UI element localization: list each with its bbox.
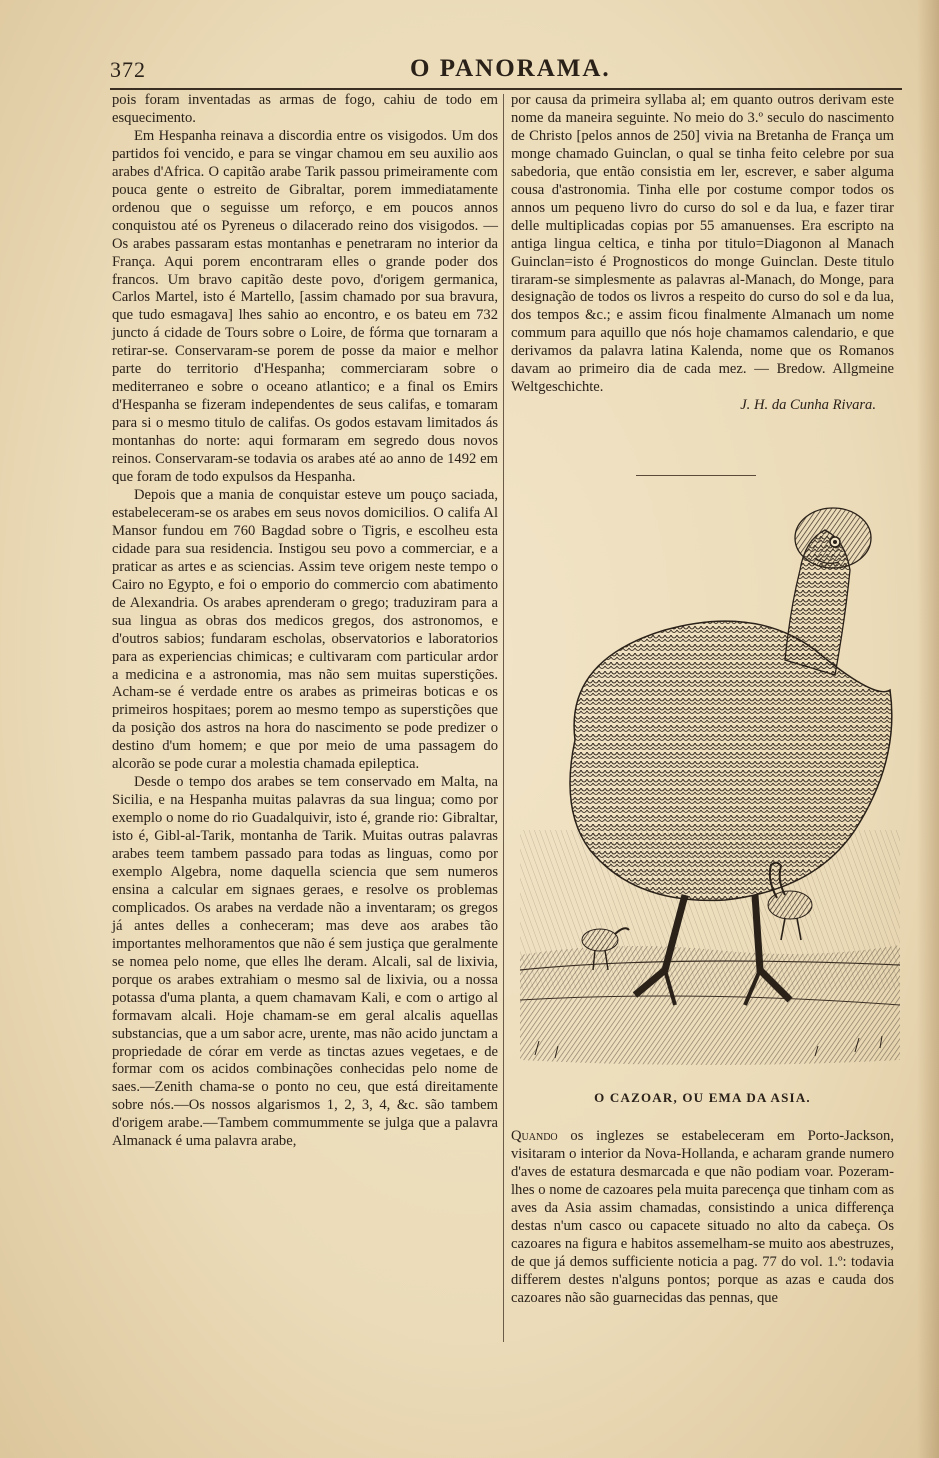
author-signature: J. H. da Cunha Rivara.: [740, 397, 876, 414]
paragraph: Depois que a mania de conquistar esteve um pouço saciada, estabeleceram-se os arabes em seus novos domicilios. O califa Al Mansor fundou em 760 Bagdad sobre o Tigris, e escolheu esta cidade para sua residencia. Instigou seu povo a commerciar, e a praticar as artes e as sciencias. Assim teve origem neste tempo o Cairo no Egypto, e foi o emporio do commercio com abatimento de Alexandria. Os arabes aprenderam o grego; traduziram para a sua lingua as obras dos medicos gregos, dos astronomos, e d'outros sabios; fundaram escholas, observatorios e laboratorios para as experiencias chimicas; e cultivaram com particular ardor a medicina e a astronomia, mas não sem muitas superstições. Acham-se é verdade entre os arabes as primeiras boticas e os primeiros hospitaes; porem ao mesmo tempo as superstições que da posição dos astros na hora do nascimento se pode predizer o destino d'um homem; e que por meio de uma passagem do alcorão se pode curar a molestia chamada epileptica.: [112, 486, 498, 773]
running-title: O PANORAMA.: [410, 55, 611, 82]
section-separator: [636, 475, 756, 476]
drop-word: Quando: [511, 1128, 558, 1144]
illustration-caption: O CAZOAR, OU EMA DA ASIA.: [594, 1090, 811, 1105]
column-divider: [503, 94, 504, 1342]
right-column-top: [511, 92, 894, 415]
paragraph: por causa da primeira syllaba al; em quanto outros derivam este nome da maneira seguinte. No meio do 3.º seculo do nascimento de Christo [pelos annos de 250] vivia na Bretanha de França um monge chamado Guinclan, o qual se tinha feito celebre por sua sabedoria, que então consistia em ler, escrever, e saber alguma cousa d'astronomia. Tinha elle por costume compor todos os annos um pequeno livro do curso do sol e da lua, e fazer tirar delle multiplicadas copias por 55 amanuenses. Era escripto na antiga lingua celtica, e tinha por titulo=Diagonon al Manach Guinclan=isto é Prognosticos do monge Guinclan. Deste titulo tiraram-se simplesmente as palavras al-Manach, do Monge, para designação de todos os livros a respeito do curso do sol e da lua, dos tempos &c.; e assim ficou finalmente Almanach um nome commum para aquillo que nós hoje chamamos calendario, e que derivamos da palavra latina Kalenda, nome que os Romanos davam ao primeiro dia de cada mez. — Bredow. Allgmeine Weltgeschichte.: [511, 92, 894, 396]
header-rule: [110, 88, 902, 90]
page-header: [110, 55, 910, 89]
page-edge-shadow: [917, 0, 939, 1458]
paragraph: Desde o tempo dos arabes se tem conservado em Malta, na Sicilia, e na Hespanha muitas palavras da sua lingua; como por exemplo o nome do rio Guadalquivir, isto é, grande rio: Gibraltar, isto é, Gibl-al-Tarik, montanha de Tarik. Muitas outras palavras arabes teem tambem passado para todas as linguas, como por exemplo Algebra, nome daquella sciencia que sem numeros ensina a calcular em signaes geraes, e resolve os problemas complicados. Os arabes na verdade não a inventaram; os gregos já antes delles a conheceram; mas deve aos arabes tão importantes melhoramentos que não é sem justiça que geralmente se nomea pelo nome, que elles lhe deram. Alcali, sal de lixivia, porque os arabes extrahiam o mesmo sal de lixivia, ou a nossa potassa d'uma planta, a quem chamavam Kali, e com o artigo al formavam alcali. Hoje chamam-se em geral alcalis aquellas substancias, que a um sabor acre, urente, mas não acido junctam a propriedade de córar em verde as tinctas azues vegetaes, e de formar com os acidos combinações conhecidas pelo nome de saes.—Zenith chama-se o ponto no ceu, que está direitamente sobre nós.—Os nossos algarismos 1, 2, 3, 4, &c. são tambem d'origem arabe.—Tambem commummente se julga que a palavra Almanack é uma palavra arabe,: [112, 774, 498, 1150]
page-number: 372: [110, 57, 146, 82]
paragraph: pois foram inventadas as armas de fogo, cahiu de todo em esquecimento.: [112, 92, 498, 126]
paragraph: Em Hespanha reinava a discordia entre os visigodos. Um dos partidos foi vencido, e para se vingar chamou em seu auxilio aos arabes d'Africa. O capitão arabe Tarik passou primeiramente com pouca gente o estreito de Gibraltar, porem immediatamente ordenou que o seguisse um reforço, e em poucos annos conquistou até os Pyreneus o dilacerado reino dos visigodos. — Os arabes passaram estas montanhas e penetraram no interior da França. Aqui porem encontraram elles o grande poder dos francos. Um bravo capitão deste povo, d'origem germanica, Carlos Martel, isto é Martello, [assim chamado por sua bravura, que tudo esmagava] lhes sahio ao encontro, e os bateu em 732 juncto á cidade de Tours sobre o Loire, de fórma que tornaram a retirar-se. Conservaram-se porem de posse da maior e melhor parte do territorio d'Hespanha; commerciaram sobre o mediterraneo e sobre o oceano atlantico; e a final os Emirs d'Hespanha se fizeram independentes de seus califas, e tomaram para si o mesmo titulo de califas. Os godos estavam limitados ás montanhas do norte: aqui formaram em segredo dous novos reinos. Conservaram-se todavia os arabes até ao anno de 1492 em que foram de todo expulsos da Hespanha.: [112, 127, 498, 486]
paragraph: [511, 1128, 894, 1308]
emu-engraving-icon: [515, 500, 905, 1075]
left-column: [112, 92, 498, 1151]
right-column-bottom: [511, 1128, 894, 1308]
paragraph-body: os inglezes se estabeleceram em Porto-Jackson, visitaram o interior da Nova-Hollanda, e acharam grande numero d'aves de estatura desmarcada e que não podiam voar. Pozeram-lhes o nome de cazoares pela muita parecença que tinham com as aves da Asia assim chamadas, consistindo a unica differença destas n'um casco ou capacete situado no alto da cabeça. Os cazoares na figura e habitos assemelham-se muito aos abestruzes, de que já demos sufficiente noticia a pag. 77 do vol. 1.º: todavia differem destes n'alguns pontos; porque as azas e cauda dos cazoares não são guarnecidas das pennas, que: [511, 1128, 894, 1306]
